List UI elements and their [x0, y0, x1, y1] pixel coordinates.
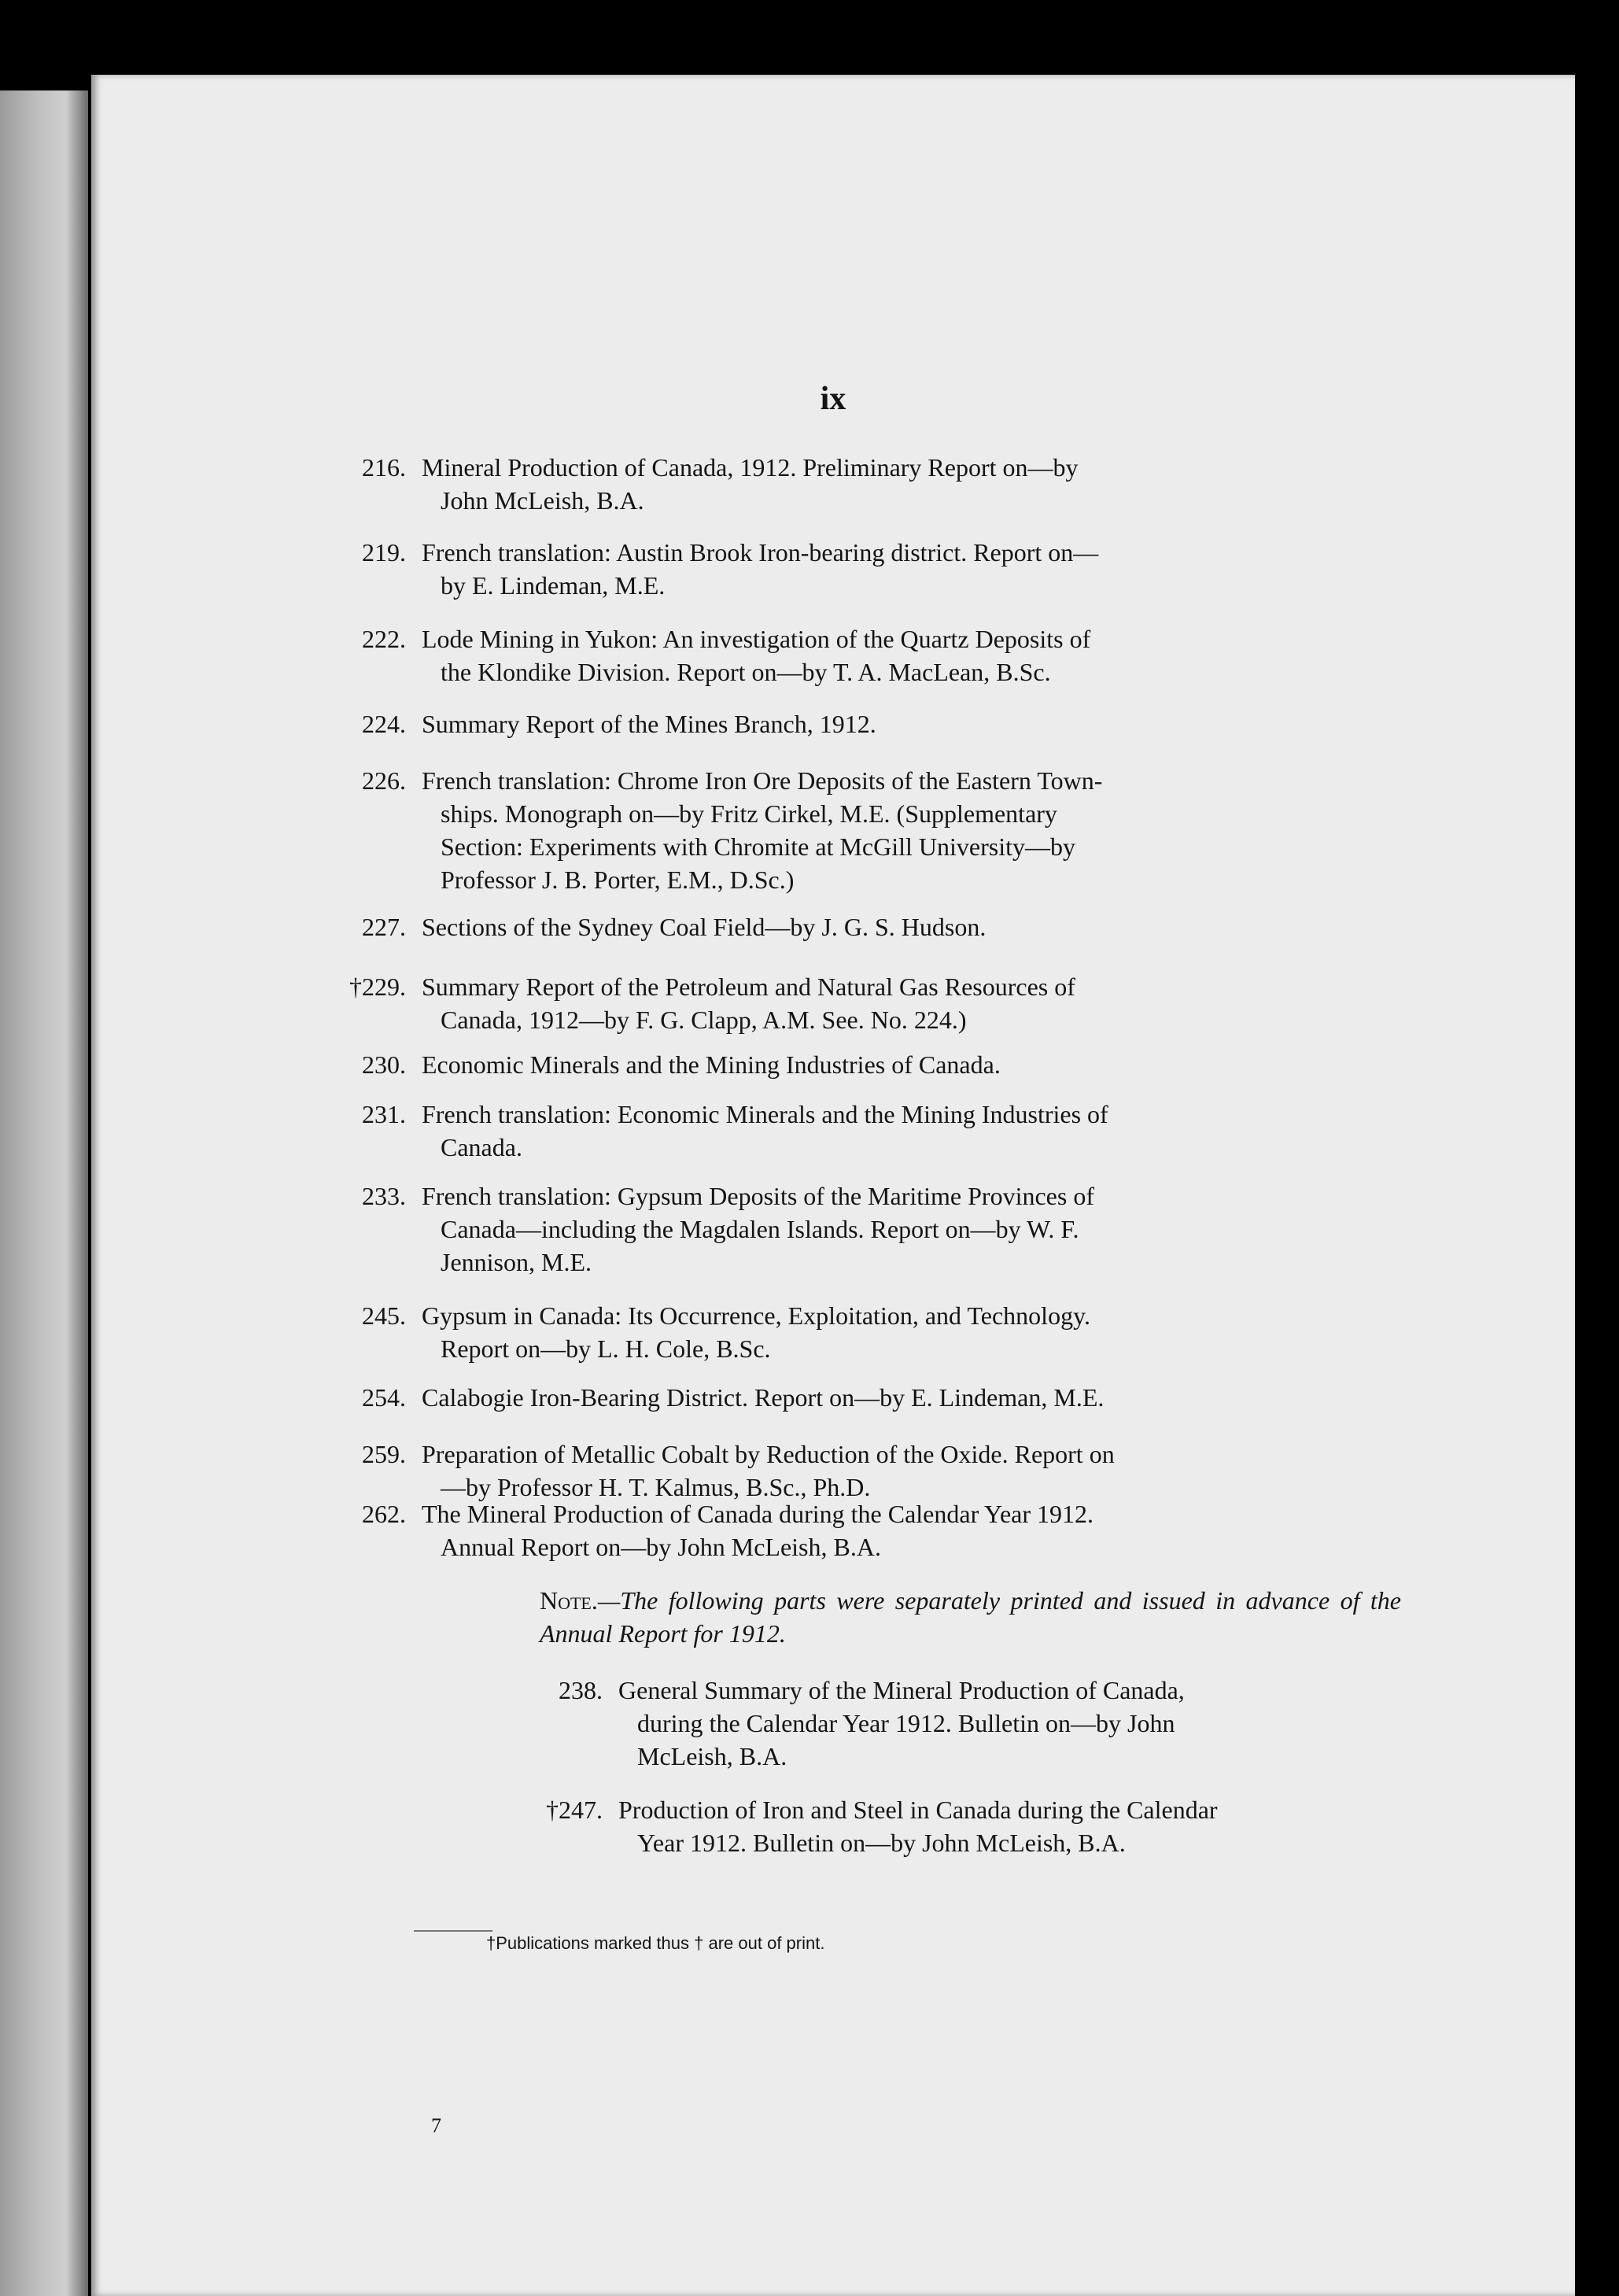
list-item	[349, 970, 1401, 1036]
entry-text: French translation: Chrome Iron Ore Deposits of the Eastern Town- ships. Monograph on—by Fritz Cirkel, M.E. (Supplementary Section: Experiments with Chromite at McGill University—by Professor J. B. Porter, E.M., D.Sc.)	[422, 766, 1103, 894]
page-number: ix	[820, 381, 846, 417]
list-item	[362, 1381, 1401, 1414]
sub-entry-number: 238.	[559, 1676, 603, 1704]
list-item	[362, 1048, 1401, 1081]
entry-text: Sections of the Sydney Coal Field—by J. G. S. Hudson.	[422, 913, 987, 941]
footnote: †Publications marked thus † are out of print.	[486, 1933, 825, 1953]
entry-text: Gypsum in Canada: Its Occurrence, Exploitation, and Technology. Report on—by L. H. Cole, B.Sc.	[422, 1301, 1090, 1363]
entry-number: 230.	[362, 1050, 406, 1079]
footnote-rule	[414, 1930, 492, 1932]
signature-mark: 7	[431, 2114, 441, 2137]
sub-entry-text: Production of Iron and Steel in Canada during the Calendar Year 1912. Bulletin on—by John McLeish, B.A.	[618, 1796, 1218, 1857]
entry-number: 226.	[362, 766, 406, 795]
list-item	[362, 1098, 1401, 1164]
list-item	[362, 1299, 1401, 1365]
list-item	[362, 536, 1401, 602]
sub-list-item	[546, 1793, 1401, 1859]
entry-text: French translation: Gypsum Deposits of the Maritime Provinces of Canada—including the Magdalen Islands. Report on—by W. F. Jennison, M.E.	[422, 1182, 1094, 1276]
entry-text: Summary Report of the Mines Branch, 1912.	[422, 710, 876, 738]
entry-text: Economic Minerals and the Mining Industries of Canada.	[422, 1050, 1001, 1079]
entry-text: The Mineral Production of Canada during the Calendar Year 1912. Annual Report on—by John McLeish, B.A.	[422, 1500, 1094, 1561]
entry-number: 224.	[362, 710, 406, 738]
entry-text: Calabogie Iron-Bearing District. Report on—by E. Lindeman, M.E.	[422, 1383, 1105, 1412]
entry-text: Mineral Production of Canada, 1912. Preliminary Report on—by John McLeish, B.A.	[422, 453, 1079, 515]
sub-entry-text: General Summary of the Mineral Production of Canada, during the Calendar Year 1912. Bulletin on—by John McLeish, B.A.	[618, 1676, 1185, 1770]
list-item	[362, 1497, 1401, 1563]
note-label: Note.	[540, 1586, 598, 1615]
list-item	[362, 622, 1401, 688]
entry-text: French translation: Austin Brook Iron-bearing district. Report on— by E. Lindeman, M.E.	[422, 538, 1099, 600]
list-item	[362, 1179, 1401, 1279]
list-item	[362, 1438, 1401, 1504]
entry-text: French translation: Economic Minerals and the Mining Industries of Canada.	[422, 1100, 1108, 1161]
list-item	[362, 707, 1401, 740]
list-item	[362, 451, 1401, 517]
entry-number: 219.	[362, 538, 406, 567]
entry-text: Preparation of Metallic Cobalt by Reduction of the Oxide. Report on —by Professor H. T. Kalmus, B.Sc., Ph.D.	[422, 1440, 1115, 1501]
list-item	[362, 764, 1401, 896]
entry-number: 233.	[362, 1182, 406, 1210]
entry-number: 227.	[362, 913, 406, 941]
entry-number: 231.	[362, 1100, 406, 1128]
note-paragraph	[540, 1584, 1401, 1650]
document-page	[91, 75, 1575, 2296]
list-item	[362, 910, 1401, 943]
entry-text: Lode Mining in Yukon: An investigation of the Quartz Deposits of the Klondike Division. Report on—by T. A. MacLean, B.Sc.	[422, 625, 1091, 686]
entry-number: 245.	[362, 1301, 406, 1330]
facing-page-edge	[0, 90, 88, 2296]
entry-text: Summary Report of the Petroleum and Natural Gas Resources of Canada, 1912—by F. G. Clapp, A.M. See. No. 224.)	[422, 973, 1075, 1034]
sub-list-item	[559, 1674, 1401, 1773]
entry-number: 262.	[362, 1500, 406, 1528]
entry-number: 259.	[362, 1440, 406, 1468]
sub-entry-number: †247.	[546, 1796, 603, 1824]
entry-number: 222.	[362, 625, 406, 653]
note-body: —The following parts were separately printed and issued in advance of the Annual Report for 1912.	[540, 1586, 1401, 1648]
entry-number: †229.	[349, 973, 406, 1001]
entry-number: 254.	[362, 1383, 406, 1412]
entry-number: 216.	[362, 453, 406, 482]
